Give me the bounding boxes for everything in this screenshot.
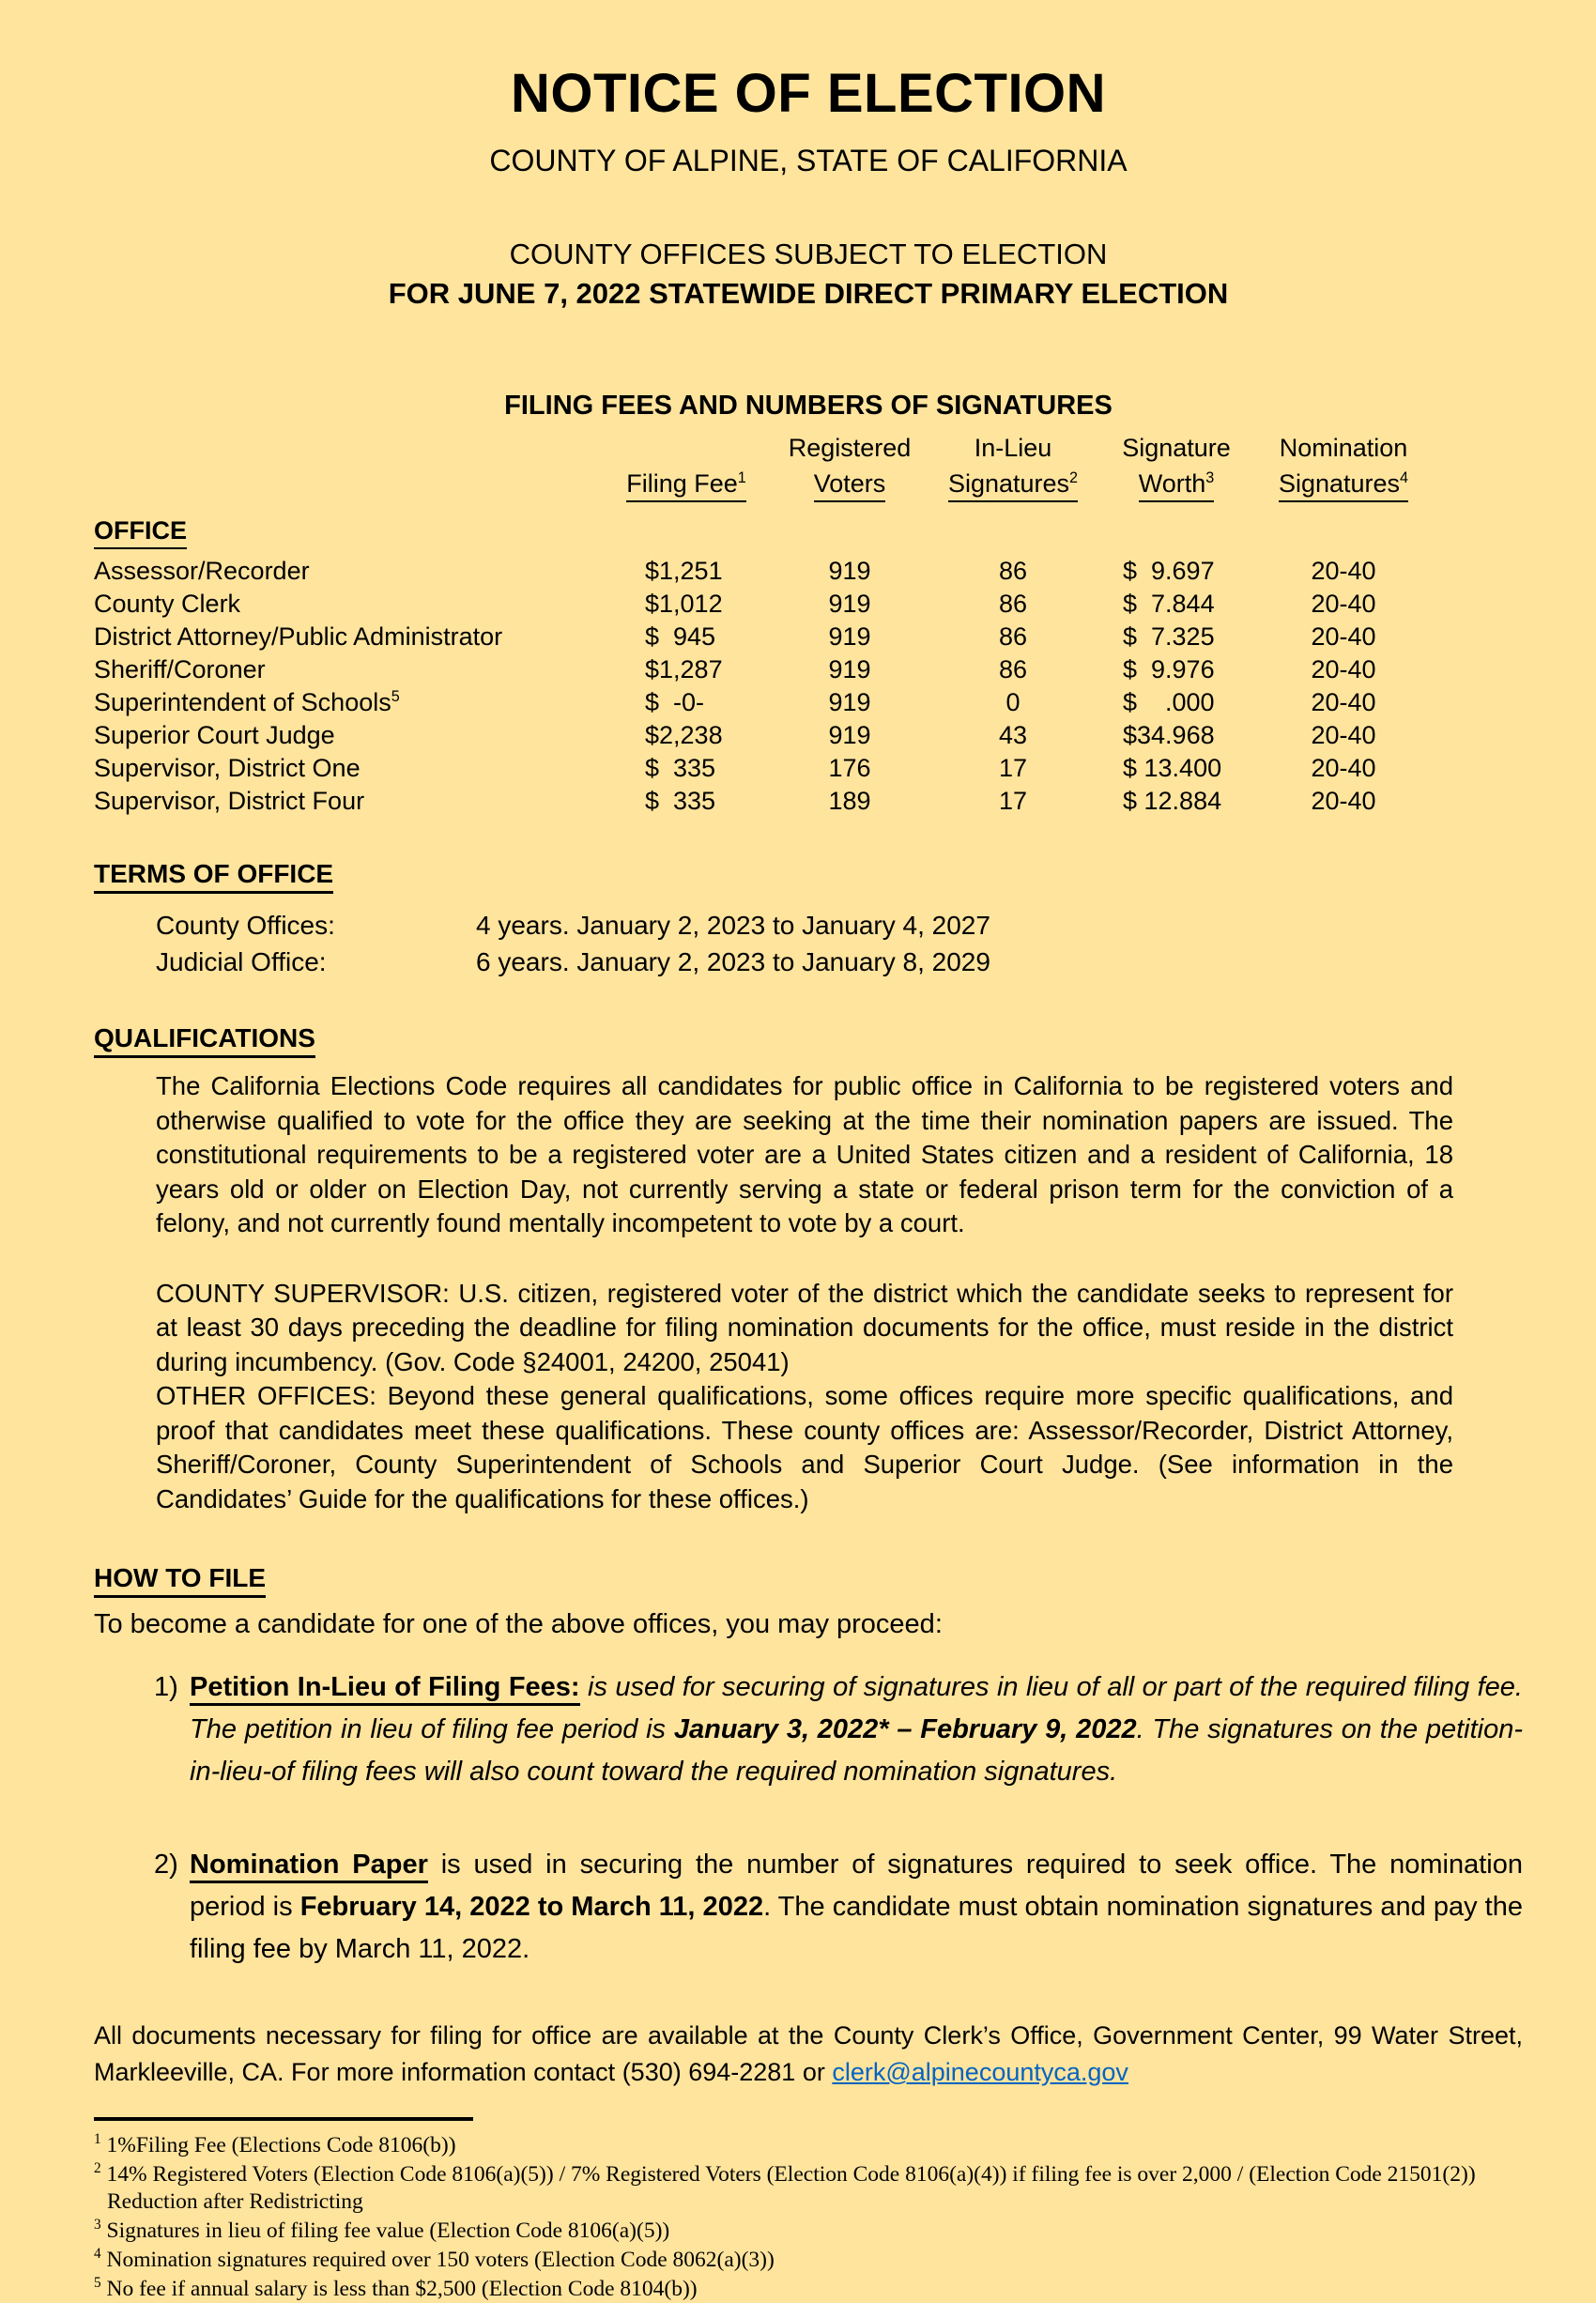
cell-registered-voters: 919 — [828, 688, 871, 716]
item-text — [190, 1666, 1523, 1793]
terms-rows — [94, 907, 1523, 980]
cell-nomination-signatures: 20-40 — [1311, 688, 1376, 716]
col-header-voters — [768, 465, 931, 506]
terms-row-county — [156, 907, 1523, 944]
footnote-text: Nomination signatures required over 150 voters (Election Code 8062(a)(3)) — [106, 2248, 775, 2272]
cell-signature-worth: $ 7.844 — [1123, 590, 1215, 618]
footnote-text: 1%Filing Fee (Elections Code 8106(b)) — [106, 2133, 456, 2157]
spacer — [768, 506, 931, 555]
office-column-header — [94, 506, 605, 555]
text-segment: . The signatures on the petition-in-lieu-of filing fees will also count toward the required nomination signatures. — [190, 1714, 1524, 1787]
cell-filing-fee: $ 335 — [645, 787, 716, 815]
cell-signature-worth: $34.968 — [1123, 721, 1215, 749]
cell-office: Supervisor, District Four — [94, 787, 365, 815]
text-segment: February 14, 2022 to March 11, 2022 — [299, 1892, 764, 1922]
col-header-worth — [1095, 465, 1258, 506]
cell-filing-fee: $ -0- — [645, 688, 705, 716]
cell-in-lieu-signatures: 86 — [998, 557, 1028, 585]
footnote-separator — [94, 2117, 473, 2121]
footnote-number: 4 — [94, 2246, 101, 2263]
cell-nomination-signatures: 20-40 — [1311, 754, 1376, 782]
col-header-top-registered: Registered — [788, 434, 912, 462]
cell-in-lieu-signatures: 86 — [998, 622, 1028, 651]
item-text — [190, 1844, 1523, 1971]
cell-in-lieu-signatures: 86 — [998, 590, 1028, 618]
cell-registered-voters: 919 — [828, 557, 871, 585]
cell-filing-fee: $1,287 — [645, 655, 723, 683]
terms-label: County Offices: — [156, 911, 335, 940]
cell-signature-worth: $ 9.976 — [1123, 655, 1215, 683]
footnote-ref: 3 — [1205, 469, 1215, 486]
how-to-file-item-2 — [154, 1844, 1523, 1971]
cell-office: Sheriff/Coroner — [94, 655, 266, 683]
terms-row-judicial — [156, 944, 1523, 980]
col-header-label: Filing Fee — [626, 469, 738, 498]
text-segment: All documents necessary for filing for office are available at the County Clerk’s Office, Government Center, 99 Water Street, Markleeville, CA. For more information contact (530) 694-2281 or — [94, 2021, 1523, 2086]
cell-filing-fee: $1,251 — [645, 557, 723, 585]
office-header-label: OFFICE — [94, 516, 187, 549]
text-segment: Nomination Paper — [190, 1850, 428, 1883]
footnote-3 — [94, 2218, 1523, 2245]
col-header-signatures-inlieu — [931, 465, 1095, 506]
qualifications-paragraph-other-offices: OTHER OFFICES: Beyond these general qualifications, some offices require more specific qualifications, and proof that candidates meet these qualifications. These county offices are: Assessor/Recorder, District Attorney, Sheriff/Coroner, County Superintendent of Schools and Superior Court Judge. (See information in the Candidates’ Guide for the qualifications for these offices.) — [156, 1381, 1453, 1513]
col-header-label: Signatures — [1278, 469, 1401, 498]
fees-table-title: FILING FEES AND NUMBERS OF SIGNATURES — [504, 391, 1113, 421]
footnotes — [94, 2132, 1523, 2303]
footnote-number: 5 — [94, 2275, 101, 2292]
cell-signature-worth: $ 9.697 — [1123, 557, 1215, 585]
qualifications-paragraph-1: The California Elections Code requires all candidates for public office in California to be registered voters and otherwise qualified to vote for the office they are seeking at the time their nomination papers are issued. The constitutional requirements to be a registered voter are a United States citizen and a resident of California, 18 years old or older on Election Day, not currently serving a state or federal prison term for the conviction of a felony, and not currently found mentally incompetent to vote by a court. — [156, 1071, 1453, 1237]
terms-value: 4 years. January 2, 2023 to January 4, 2027 — [476, 911, 990, 940]
cell-office: Assessor/Recorder — [94, 557, 310, 585]
text-segment: January 3, 2022* – February 9, 2022 — [673, 1714, 1137, 1744]
email-link[interactable]: clerk@alpinecountyca.gov — [832, 2058, 1128, 2086]
cell-in-lieu-signatures: 43 — [998, 721, 1028, 749]
text-segment: . The candidate must obtain nomination signatures and pay the filing fee by March 11, 2022. — [190, 1892, 1523, 1964]
election-heading — [94, 235, 1523, 314]
how-to-file-intro: To become a candidate for one of the above offices, you may proceed: — [94, 1609, 943, 1639]
spacer — [931, 506, 1095, 555]
footnote-text: Signatures in lieu of filing fee value (Election Code 8106(a)(5)) — [106, 2219, 670, 2243]
cell-office: Superior Court Judge — [94, 721, 335, 749]
spacer — [1258, 506, 1429, 555]
cell-nomination-signatures: 20-40 — [1311, 557, 1376, 585]
cell-office: Supervisor, District One — [94, 754, 361, 782]
footnote-ref: 1 — [737, 469, 746, 486]
cell-registered-voters: 919 — [828, 590, 871, 618]
filing-fees-section — [94, 391, 1523, 818]
terms-heading: TERMS OF OFFICE — [94, 859, 333, 894]
title-block — [94, 62, 1523, 178]
cell-filing-fee: $1,012 — [645, 590, 723, 618]
cell-nomination-signatures: 20-40 — [1311, 622, 1376, 651]
footnote-ref: 2 — [1069, 469, 1079, 486]
col-header-top-in-lieu: In-Lieu — [974, 434, 1052, 462]
cell-registered-voters: 919 — [828, 721, 871, 749]
how-to-file-section — [94, 1563, 1523, 1971]
col-header-top-nomination: Nomination — [1279, 434, 1408, 462]
footnote-5 — [94, 2276, 1523, 2303]
text-segment: is used in securing the number of signatures required to seek office. The nomination period is — [190, 1850, 1523, 1922]
col-header-label: Voters — [813, 469, 886, 498]
terms-label: Judicial Office: — [156, 947, 327, 976]
footnote-number: 1 — [94, 2131, 101, 2148]
contact-paragraph — [94, 2018, 1523, 2091]
item-number: 1) — [154, 1672, 178, 1702]
cell-office: Superintendent of Schools$^5$ — [94, 688, 400, 716]
col-header-label: Worth — [1138, 469, 1206, 498]
footnote-number: 3 — [94, 2217, 101, 2234]
cell-registered-voters: 176 — [828, 754, 871, 782]
cell-nomination-signatures: 20-40 — [1311, 721, 1376, 749]
item-number: 2) — [154, 1850, 178, 1880]
cell-in-lieu-signatures: 17 — [998, 787, 1028, 815]
footnote-ref: 4 — [1400, 469, 1409, 486]
footnote-1 — [94, 2132, 1523, 2159]
cell-filing-fee: $2,238 — [645, 721, 723, 749]
footnote-text: No fee if annual salary is less than $2,500 (Election Code 8104(b)) — [106, 2277, 698, 2301]
cell-signature-worth: $ 13.400 — [1123, 754, 1222, 782]
cell-signature-worth: $ .000 — [1123, 688, 1215, 716]
col-header-spacer — [94, 427, 605, 465]
footnote-2 — [94, 2161, 1523, 2216]
cell-nomination-signatures: 20-40 — [1311, 655, 1376, 683]
qualifications-heading: QUALIFICATIONS — [94, 1023, 315, 1058]
page-subtitle: COUNTY OF ALPINE, STATE OF CALIFORNIA — [489, 144, 1128, 177]
cell-filing-fee: $ 335 — [645, 754, 716, 782]
col-header-top-signature: Signature — [1122, 434, 1231, 462]
cell-in-lieu-signatures: 86 — [998, 655, 1028, 683]
col-header-top-filing-fee — [605, 427, 768, 465]
spacer — [1095, 506, 1258, 555]
col-header-spacer — [94, 465, 605, 506]
heading-line2: FOR JUNE 7, 2022 STATEWIDE DIRECT PRIMARY ELECTION — [388, 277, 1229, 310]
filing-fees-table — [94, 427, 1523, 818]
spacer — [605, 506, 768, 555]
how-to-file-heading: HOW TO FILE — [94, 1563, 266, 1598]
col-header-label: Signatures — [947, 469, 1070, 498]
cell-in-lieu-signatures: 17 — [998, 754, 1028, 782]
cell-signature-worth: $ 12.884 — [1123, 787, 1222, 815]
cell-office: District Attorney/Public Administrator — [94, 622, 503, 651]
cell-registered-voters: 919 — [828, 655, 871, 683]
cell-office: County Clerk — [94, 590, 241, 618]
footnote-4 — [94, 2247, 1523, 2274]
cell-signature-worth: $ 7.325 — [1123, 622, 1215, 651]
terms-value: 6 years. January 2, 2023 to January 8, 2029 — [476, 947, 990, 976]
qualifications-paragraph-supervisor: COUNTY SUPERVISOR: U.S. citizen, registered voter of the district which the candidate seeks to represent for at least 30 days preceding the deadline for filing nomination documents for the office, must reside in the district during incumbency. (Gov. Code §24001, 24200, 25041) — [156, 1278, 1453, 1376]
qualifications-section — [94, 1023, 1523, 1516]
footnote-text: 14% Registered Voters (Election Code 8106(a)(5)) / 7% Registered Voters (Election Code 8106(a)(4)) if filing fee is over 2,000 / (Election Code 21501(2)) Reduction after Redistricting — [106, 2162, 1476, 2214]
page-title: NOTICE OF ELECTION — [510, 63, 1107, 124]
footnote-number: 2 — [94, 2160, 101, 2177]
text-segment — [580, 1672, 588, 1702]
cell-registered-voters: 189 — [828, 787, 871, 815]
heading-line1: COUNTY OFFICES SUBJECT TO ELECTION — [509, 238, 1108, 270]
text-segment: is used for securing of signatures in lieu of all or part of the required filing fee. The petition in lieu of filing fee period is — [190, 1672, 1523, 1744]
cell-nomination-signatures: 20-40 — [1311, 590, 1376, 618]
col-header-signatures-nom — [1258, 465, 1429, 506]
terms-of-office-section — [94, 859, 1523, 980]
how-to-file-item-1 — [154, 1666, 1523, 1793]
cell-filing-fee: $ 945 — [645, 622, 716, 651]
cell-registered-voters: 919 — [828, 622, 871, 651]
cell-in-lieu-signatures: 0 — [1005, 688, 1021, 716]
col-header-filing-fee — [605, 465, 768, 506]
cell-nomination-signatures: 20-40 — [1311, 787, 1376, 815]
text-segment: Petition In-Lieu of Filing Fees: — [190, 1672, 580, 1706]
